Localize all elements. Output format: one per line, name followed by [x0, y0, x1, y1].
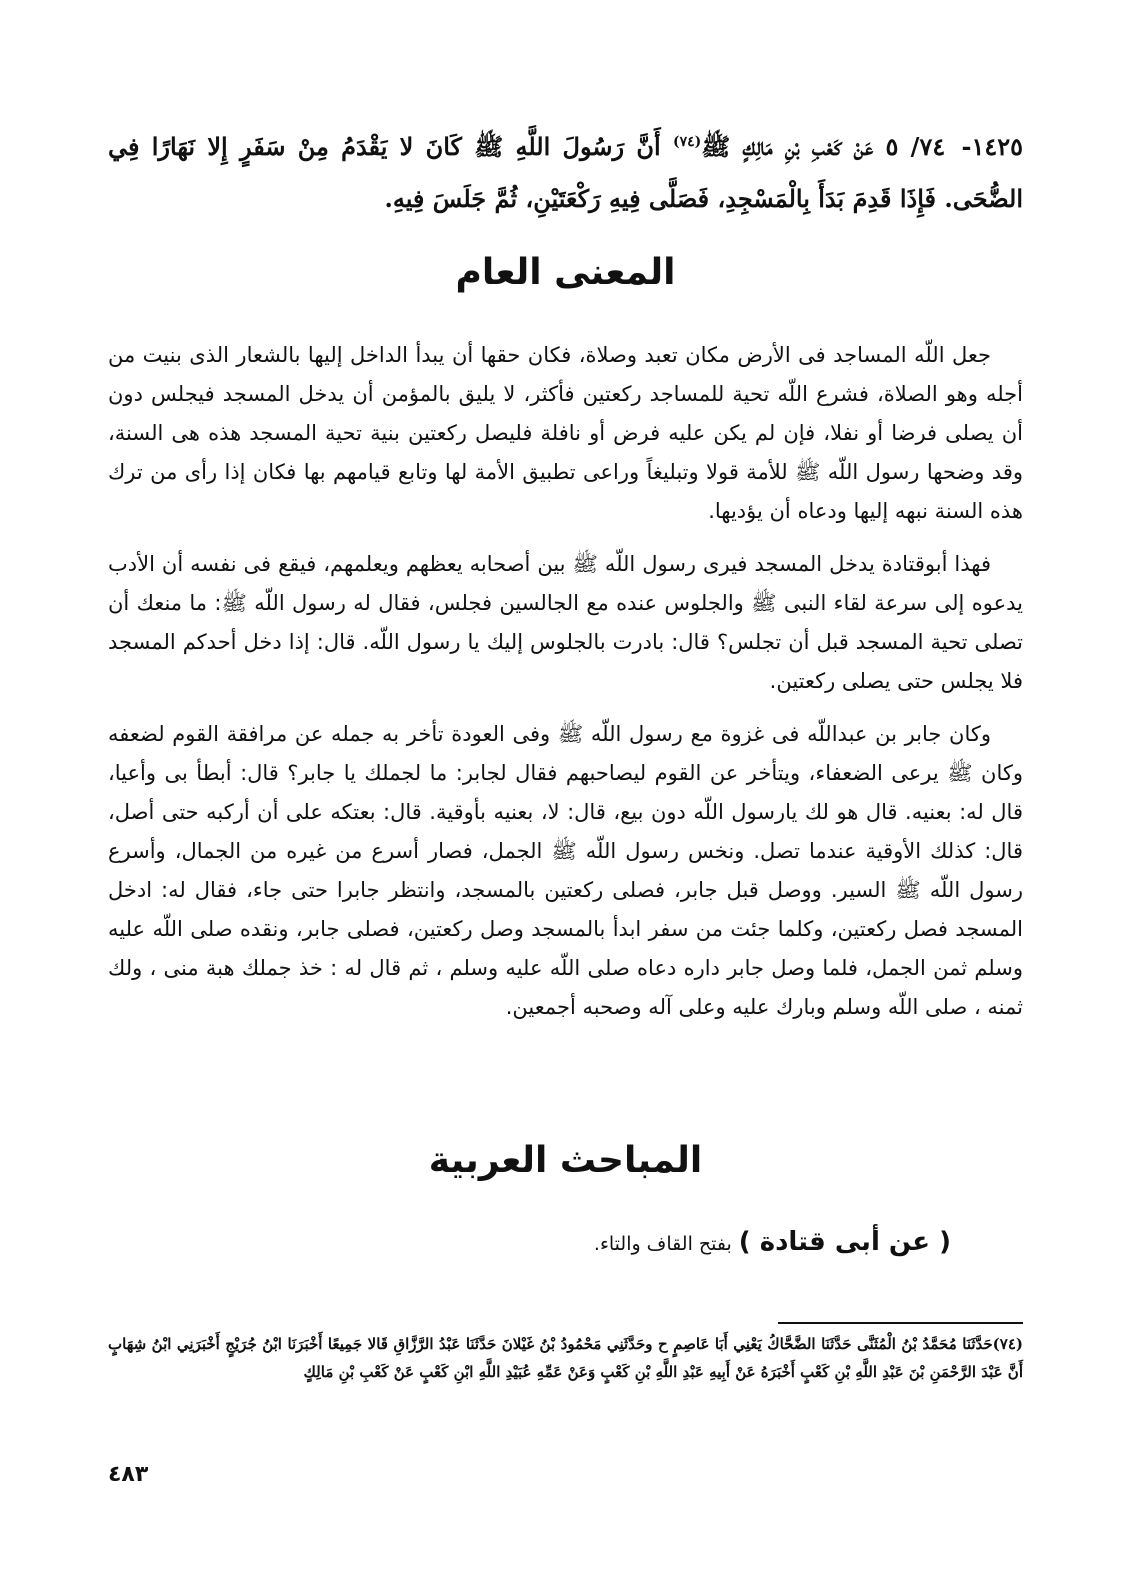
footnote-divider	[778, 1322, 1023, 1324]
footnote-text: (٧٤)حَدَّثَنَا مُحَمَّدُ بْنُ الْمُثَنَّى حَدَّثَنَا الضَّحَّاكُ يَعْنِي أَبَا عَاصِمٍ ح وحَدَّثَنِي مَحْمُودُ بْنُ غَيْلانَ حَدَّثَنَا عَبْدُ الرَّزَّاقِ قَالا جَمِيعًا أَخْبَرَنَا ابْنُ جُرَيْجٍ أَخْبَرَنِي ابْنُ شِهَابٍ أَنَّ عَبْدَ الرَّحْمَنِ بْنَ عَبْدِ اللَّهِ بْنِ كَعْبٍ أَخْبَرَهُ عَنْ أَبِيهِ عَبْدِ اللَّهِ بْنِ كَعْبٍ وَعَنْ عَمِّهِ عُبَيْدِ اللَّهِ ابْنِ كَعْبٍ عَنْ كَعْبِ بْنِ مَالِكٍ	[108, 1335, 1023, 1381]
footnote-marker: (٧٤)	[672, 134, 702, 150]
page-number: ٤٨٣	[108, 1462, 149, 1487]
topic-explanation: بفتح القاف والتاء.	[593, 1233, 732, 1255]
section-title-general-meaning: المعنى العام	[455, 252, 676, 293]
paragraph: فهذا أبوقتادة يدخل المسجد فيرى رسول اللّه ﷺ بين أصحابه يعظهم ويعلمهم، فيقع فى نفسه أن الأدب يدعوه إلى سرعة لقاء النبى ﷺ والجلوس عنده مع الجالسين فجلس، فقال له رسول اللّه ﷺ: ما منعك أن تصلى تحية المسجد قبل أن تجلس؟ قال: بادرت بالجلوس إليك يا رسول اللّه. قال: إذا دخل أحدكم المسجد فلا يجلس حتى يصلى ركعتين.	[108, 552, 1023, 693]
paragraph: جعل اللّه المساجد فى الأرض مكان تعبد وصلاة، فكان حقها أن يبدأ الداخل إليها بالشعار الذى بنيت من أجله وهو الصلاة، فشرع اللّه تحية للمساجد ركعتين فأكثر، لا يليق بالمؤمن أن يدخل المسجد فيجلس دون أن يصلى فرضا أو نفلا، فإن لم يكن عليه فرض أو نافلة فليصل ركعتين بنية تحية المسجد هذه هى السنة، وقد وضحها رسول اللّه ﷺ للأمة قولا وتبليغاً وراعى تطبيق الأمة لها وتابع قيامهم بها فكان إذا رأى من ترك هذه السنة نبهه إليها ودعاه أن يؤديها.	[108, 343, 1023, 523]
hadith-text	[108, 116, 1023, 225]
general-meaning-body	[108, 336, 1023, 1041]
hadith-text-part-b: أَنَّ رَسُولَ اللَّهِ ﷺ كَانَ لا يَقْدَمُ مِنْ سَفَرٍ إِلا نَهَارًا فِي الضُّحَى. فَإِذَا قَدِمَ بَدَأَ بِالْمَسْجِدِ، فَصَلَّى فِيهِ رَكْعَتَيْنِ، ثُمَّ جَلَسَ فِيهِ.	[108, 132, 1023, 213]
hadith-text-part-a: عَنْ كَعْبِ بْنِ مَالِكٍ ﷺ	[701, 132, 874, 161]
hadith-number: ١٤٢٥-	[961, 132, 1024, 161]
section-title-arabic-studies: المباحث العربية	[428, 1140, 703, 1181]
topic-entry	[108, 1222, 951, 1264]
paragraph: وكان جابر بن عبداللّه فى غزوة مع رسول اللّه ﷺ وفى العودة تأخر به جمله عن مرافقة القوم لضعفه وكان ﷺ يرعى الضعفاء، ويتأخر عن القوم ليصاحبهم فقال لجابر: ما لجملك يا جابر؟ قال: أبطأ بى وأعيا، قال له: بعنيه. قال هو لك يارسول اللّه دون بيع، قال: لا، بعنيه بأوقية. قال: بعتكه على أن أركبه حتى أصل، قال: كذلك الأوقية عندما تصل. ونخس رسول اللّه ﷺ الجمل، فصار أسرع من غيره من الجمال، وأسرع رسول اللّه ﷺ السير. ووصل قبل جابر، فصلى ركعتين بالمسجد، وانتظر جابرا حتى جاء، فقال له: ادخل المسجد فصل ركعتين، وكلما جئت من سفر ابدأ بالمسجد وصل ركعتين، فصلى جابر، ونقده صلى اللّه عليه وسلم ثمن الجمل، فلما وصل جابر داره دعاه صلى اللّه عليه وسلم ، ثم قال له : خذ جملك هبة منى ، ولك ثمنه ، صلى اللّه وسلم وبارك عليه وعلى آله وصحبه أجمعين.	[108, 722, 1023, 1019]
hadith-reference: ٧٤/ ٥	[885, 132, 946, 161]
topic-heading: ( عن أبى قتادة )	[738, 1227, 951, 1257]
